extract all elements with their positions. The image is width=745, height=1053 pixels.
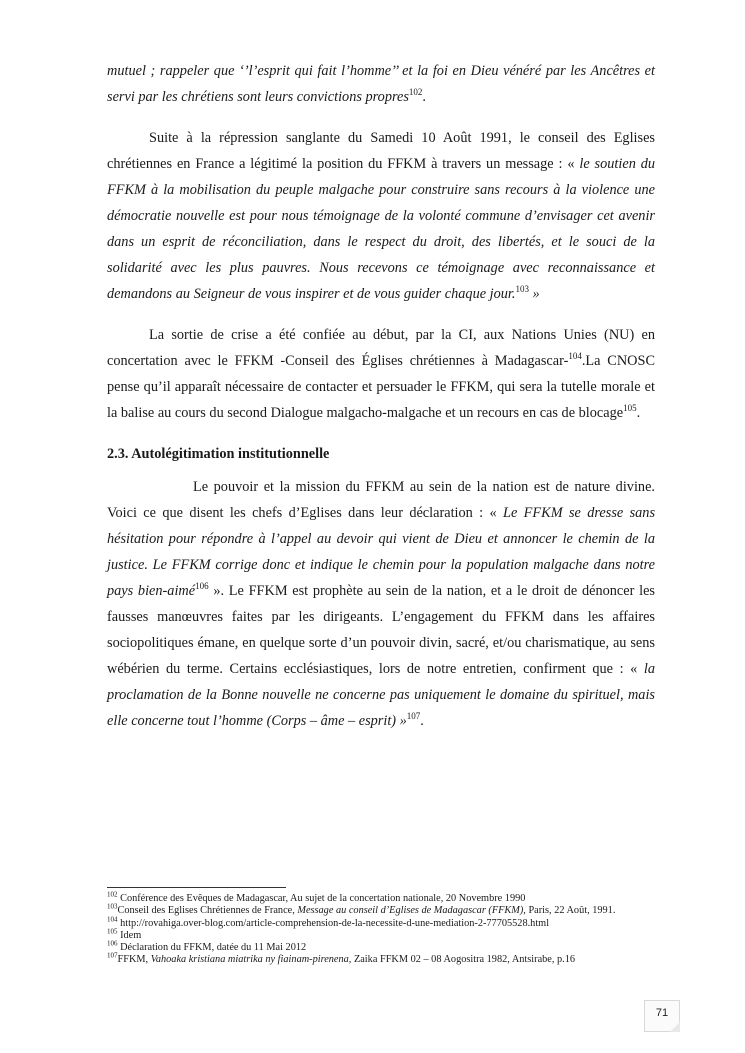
footnote-ref[interactable]: 102	[408, 87, 423, 98]
quote-text: le soutien du FFKM à la mobilisation du peuple malgache pour construire sans recours à la violence une démocratie nouvelle est pour nous témoignage de la volonté commune d’envisager cet avenir dans un esprit de réconciliation, dans le respect du droit, des libertés, et le souci de la solidarité avec les plus pauvres. Nous recevons ce témoignage avec reconnaissance et demandons au Seigneur de vous inspirer et de vous guider chaque jour.	[107, 156, 655, 302]
paragraph-repression: Suite à la répression sanglante du Samedi 10 Août 1991, le conseil des Eglises chrétiennes en France a légitimé la position du FFKM à travers un message : « le soutien du FFKM à la mobilisation du peuple malgache pour construire sans recours à la violence une démocratie nouvelle est pour nous témoignage de la volonté commune d’envisager cet avenir dans un esprit de réconciliation, dans le respect du droit, des libertés, et le souci de la solidarité avec les plus pauvres. Nous recevons ce témoignage avec reconnaissance et demandons au Seigneur de vous inspirer et de vous guider chaque jour.$^{103}$ »	[107, 130, 655, 302]
paragraph-crisis-exit: La sortie de crise a été confiée au début, par la CI, aux Nations Unies (NU) en concertation avec le FFKM -Conseil des Églises chrétiennes à Madagascar-$^{104}$.La CNOSC pense qu’il apparaît nécessaire de contacter et persuader le FFKM, qui sera la tutelle morale et la balise au cours du second Dialogue malgacho-malgache et un recours en cas de blocage$^{105}$.	[107, 327, 655, 421]
footnote-ref[interactable]: 104	[568, 351, 582, 362]
page-number-badge	[644, 1000, 680, 1032]
quote-text: la proclamation de la Bonne nouvelle ne concerne pas uniquement le domaine du spirituel, mais elle concerne tout l’homme (Corps – âme – esprit) »	[107, 661, 655, 729]
footnote-ref[interactable]: 107	[406, 711, 421, 722]
body-text	[107, 58, 655, 734]
footnote-separator	[107, 887, 286, 888]
footnotes	[107, 890, 655, 967]
paragraph-autolegitimation: Le pouvoir et la mission du FFKM au sein de la nation est de nature divine. Voici ce que disent les chefs d’Eglises dans leur déclaration : « Le FFKM se dresse sans hésitation pour répondre à l’appel au devoir qui vient de Dieu et annoncer le chemin de la justice. Le FFKM corrige donc et indique le chemin pour la population malgache dans notre pays bien-aimé$^{106}$ ». Le FFKM est prophète au sein de la nation, et a le droit de dénoncer les fausses manœuvres faites par les dirigeants. L’engagement du FFKM dans les affaires sociopolitiques émane, en quelque sorte d’un pouvoir divin, sacré, et/ou charismatique, au sens wébérien du terme. Certains ecclésiastiques, lors de notre entretien, confirment que : « la proclamation de la Bonne nouvelle ne concerne pas uniquement le domaine du spirituel, mais elle concerne tout l’homme (Corps – âme – esprit) »$^{107}$.	[107, 479, 656, 729]
paragraph-continuation: mutuel ; rappeler que ‘’l’esprit qui fait l’homme’’ et la foi en Dieu vénéré par les Ancêtres et servi par les chrétiens sont leurs convictions propres$^{102}$.	[107, 63, 655, 105]
footnote-ref[interactable]: 106	[195, 581, 209, 592]
footnote-ref[interactable]: 103	[515, 284, 529, 295]
footnote-106: $^{106}$ Déclaration du FFKM, datée du 11 Mai 2012	[107, 939, 307, 954]
footnote-104: $^{104}$ http://rovahiga.over-blog.com/article-comprehension-de-la-necessite-d-une-mediation-2-77705528.html	[107, 915, 550, 929]
section-heading: 2.3. Autolégitimation institutionnelle	[107, 446, 330, 462]
footnote-ref[interactable]: 105	[623, 403, 637, 414]
page-number: 71	[655, 1007, 669, 1019]
italic-text: mutuel ; rappeler que ‘’l’esprit qui fait l’homme’’ et la foi en Dieu vénéré par les Ancêtres et servi par les chrétiens sont leurs convictions propres	[107, 63, 655, 105]
footnote-105: $^{105}$ Idem	[107, 927, 142, 941]
footnote-link[interactable]: http://rovahiga.over-blog.com/article-comprehension-de-la-necessite-d-une-mediation-2-77705528.html	[117, 917, 550, 929]
footnote-103: $^{103}$Conseil des Eglises Chrétiennes de France, Message au conseil d’Eglises de Madagascar (FFKM), Paris, 22 Août, 1991.	[107, 902, 616, 917]
footnote-102: $^{102}$ Conférence des Evêques de Madagascar, Au sujet de la concertation nationale, 20 Novembre 1990	[107, 890, 526, 904]
footnote-107: $^{107}$FFKM, Vahoaka kristiana miatrika ny fiainam-pirenena, Zaika FFKM 02 – 08 Aogositra 1982, Antsirabe, p.16	[107, 952, 576, 966]
quote-text: Le FFKM se dresse sans hésitation pour répondre à l’appel au devoir qui vient de Dieu et annoncer le chemin de la justice. Le FFKM corrige donc et indique le chemin pour la population malgache dans notre pays bien-aimé	[107, 505, 656, 599]
